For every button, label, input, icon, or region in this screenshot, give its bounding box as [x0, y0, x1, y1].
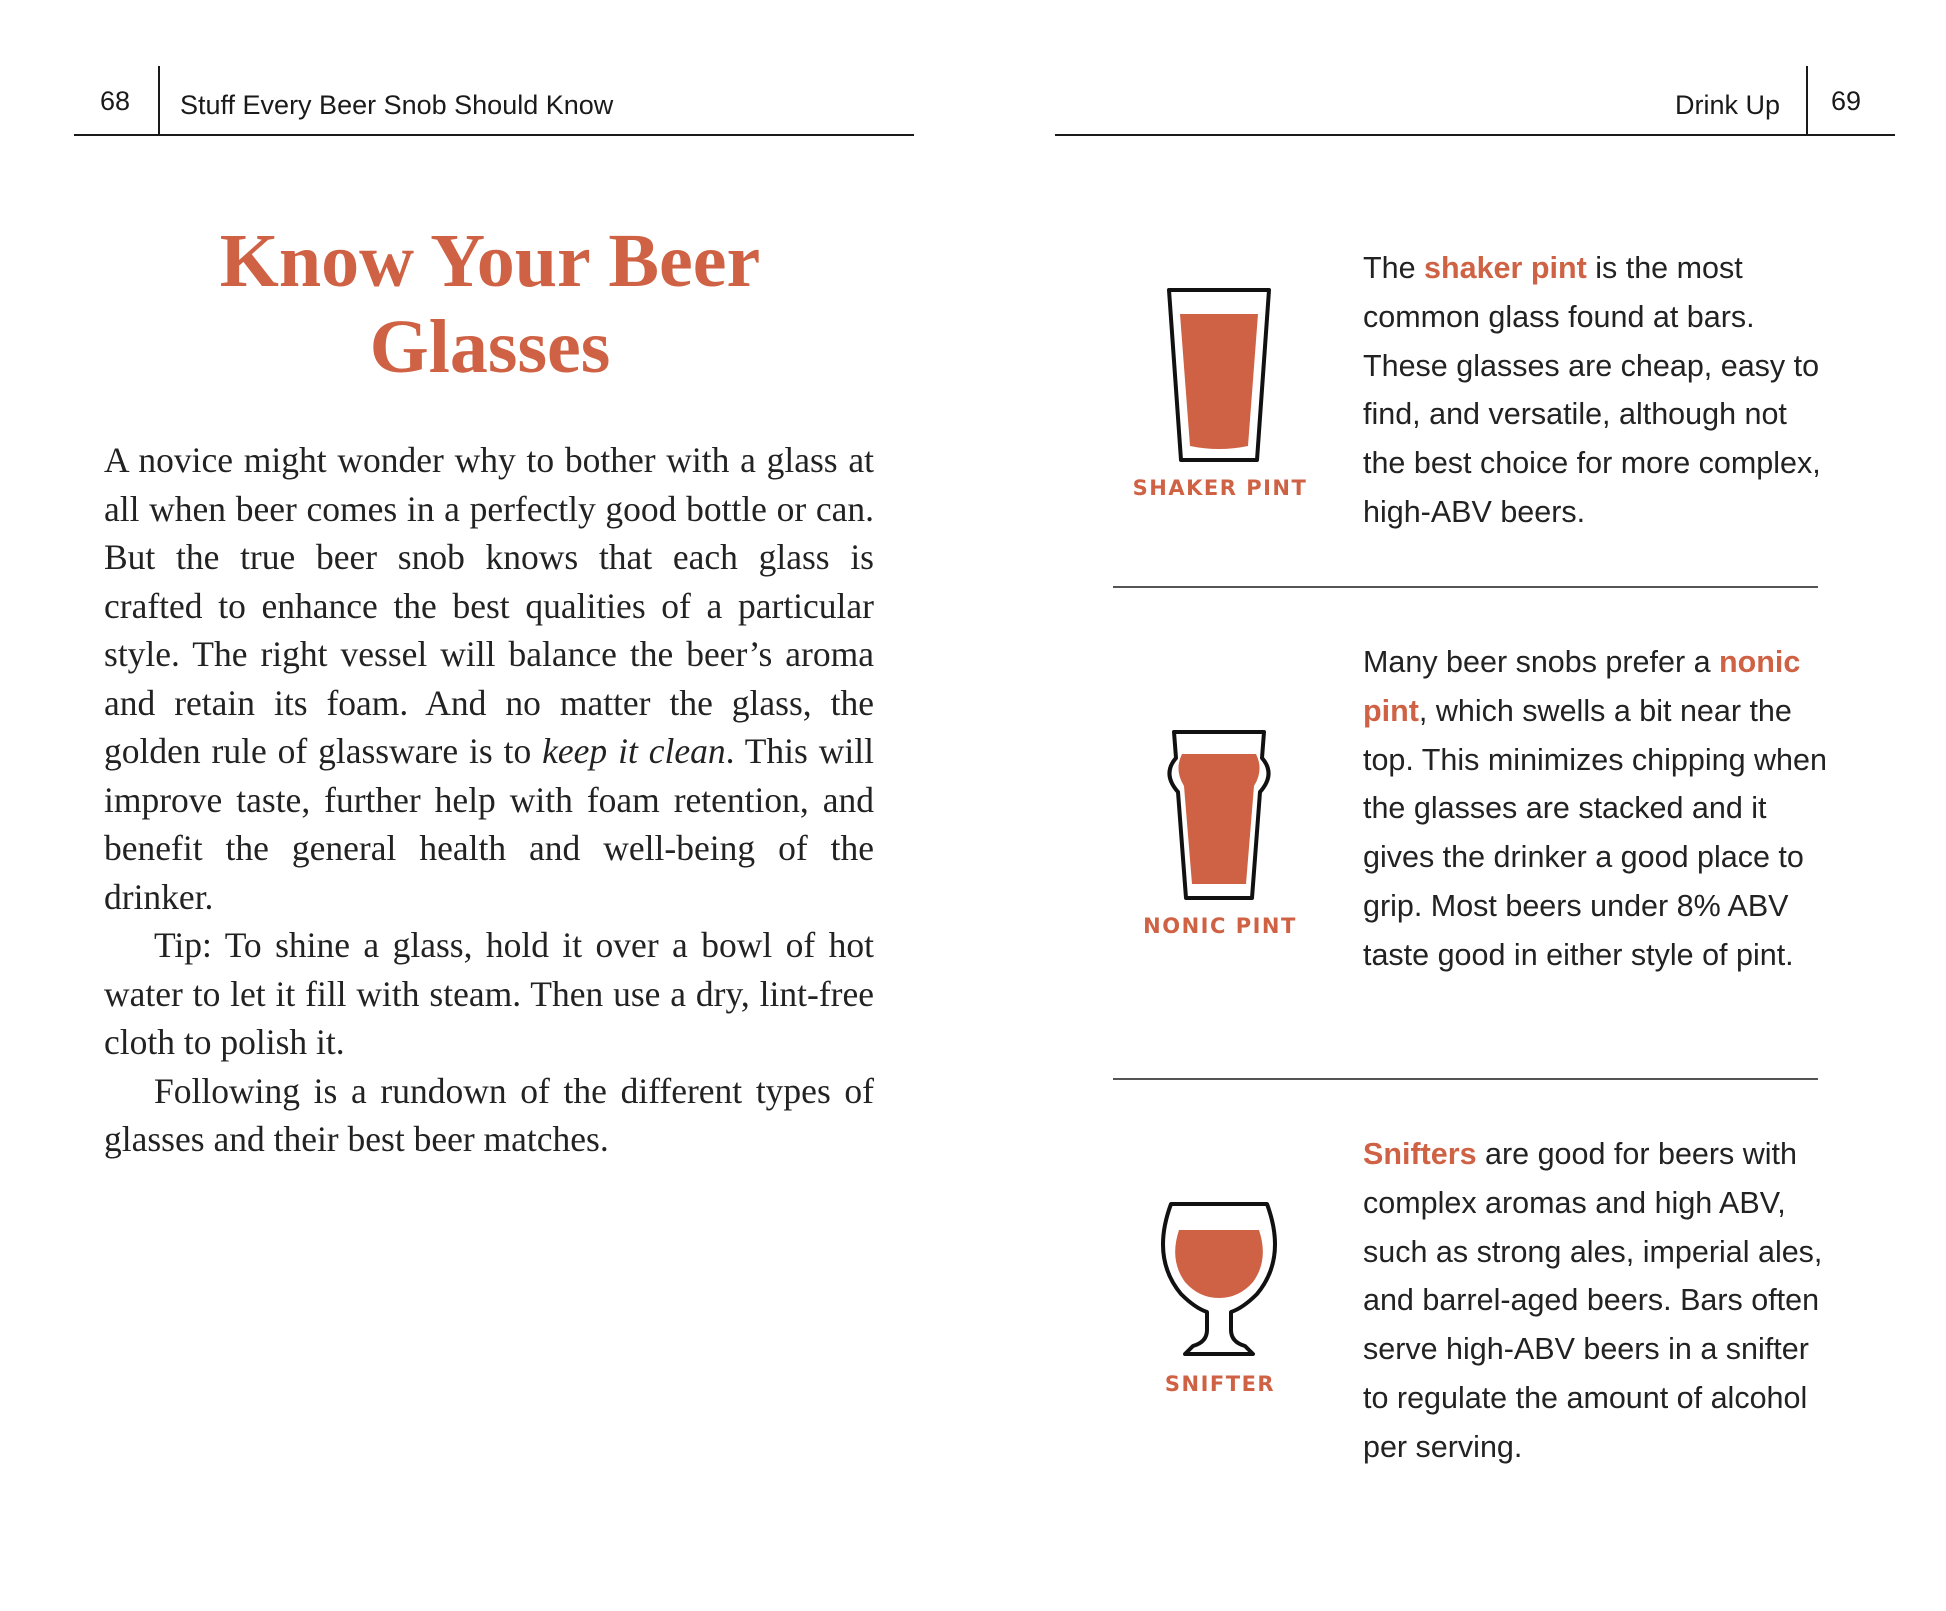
intro-text-end: . This will improve taste, further help with foam retention, and benefit the general health and well-being of the drinker. — [104, 731, 874, 917]
right-page — [973, 0, 1946, 1611]
snifter-description — [1363, 1130, 1833, 1472]
nonic-pint-glass-icon — [1164, 728, 1274, 902]
page-title: Know Your Beer Glasses — [219, 219, 761, 389]
glass-name-highlight: nonic pint — [1363, 645, 1801, 728]
header-rule — [74, 134, 914, 136]
tip-paragraph: Tip: To shine a glass, hold it over a bowl of hot water to let it fill with steam. Then use a dry, lint-free cloth to polish it. — [104, 925, 874, 1062]
description-text-end: are good for beers with complex aromas and high ABV, such as strong ales, imperial ales, and barrel-aged beers. Bars often serve high-ABV beers in a snifter to regulate the amount of alcohol per serving. — [1363, 1137, 1823, 1464]
snifter-glass-icon — [1157, 1198, 1281, 1360]
header-divider — [1806, 66, 1808, 136]
running-header: Stuff Every Beer Snob Should Know — [180, 90, 614, 120]
body-text — [104, 436, 874, 1164]
shaker-pint-glass-icon — [1163, 286, 1275, 464]
header-divider — [158, 66, 160, 136]
description-text: Many beer snobs prefer a — [1363, 645, 1720, 679]
emphasis-text: keep it clean — [542, 731, 726, 771]
description-text-end: is the most common glass found at bars. These glasses are cheap, easy to find, and versatile, although not the best choice for more complex, high-ABV beers. — [1363, 251, 1821, 529]
intro-paragraph — [104, 436, 874, 921]
glass-name-highlight: shaker pint — [1424, 251, 1587, 285]
section-divider — [1113, 1078, 1818, 1080]
section-divider — [1113, 586, 1818, 588]
rundown-paragraph: Following is a rundown of the different types of glasses and their best beer matches. — [104, 1070, 874, 1159]
glass-label-snifter: SNIFTER — [1164, 1372, 1276, 1396]
nonic-pint-description — [1363, 638, 1833, 980]
shaker-pint-description — [1363, 244, 1833, 537]
running-header: Drink Up — [1675, 90, 1781, 120]
page-number: 68 — [100, 86, 131, 116]
glass-label-nonic-pint: NONIC PINT — [1143, 914, 1297, 938]
intro-text: A novice might wonder why to bother with a glass at all when beer comes in a perfectly good bottle or can. But the true beer snob knows that each glass is crafted to enhance the best qualities of a particular style. The right vessel will balance the beer’s aroma and retain its foam. And no matter the glass, the golden rule of glassware is to — [104, 440, 874, 771]
description-text-end: , which swells a bit near the top. This minimizes chipping when the glasses are stacked and it gives the drinker a good place to grip. Most beers under 8% ABV taste good in either style of pint. — [1363, 693, 1827, 972]
glass-label-shaker-pint: SHAKER PINT — [1132, 476, 1308, 500]
description-text: The — [1363, 251, 1425, 285]
glass-name-highlight: Snifters — [1363, 1137, 1477, 1171]
page-number: 69 — [1831, 86, 1862, 116]
header-rule — [1055, 134, 1895, 136]
